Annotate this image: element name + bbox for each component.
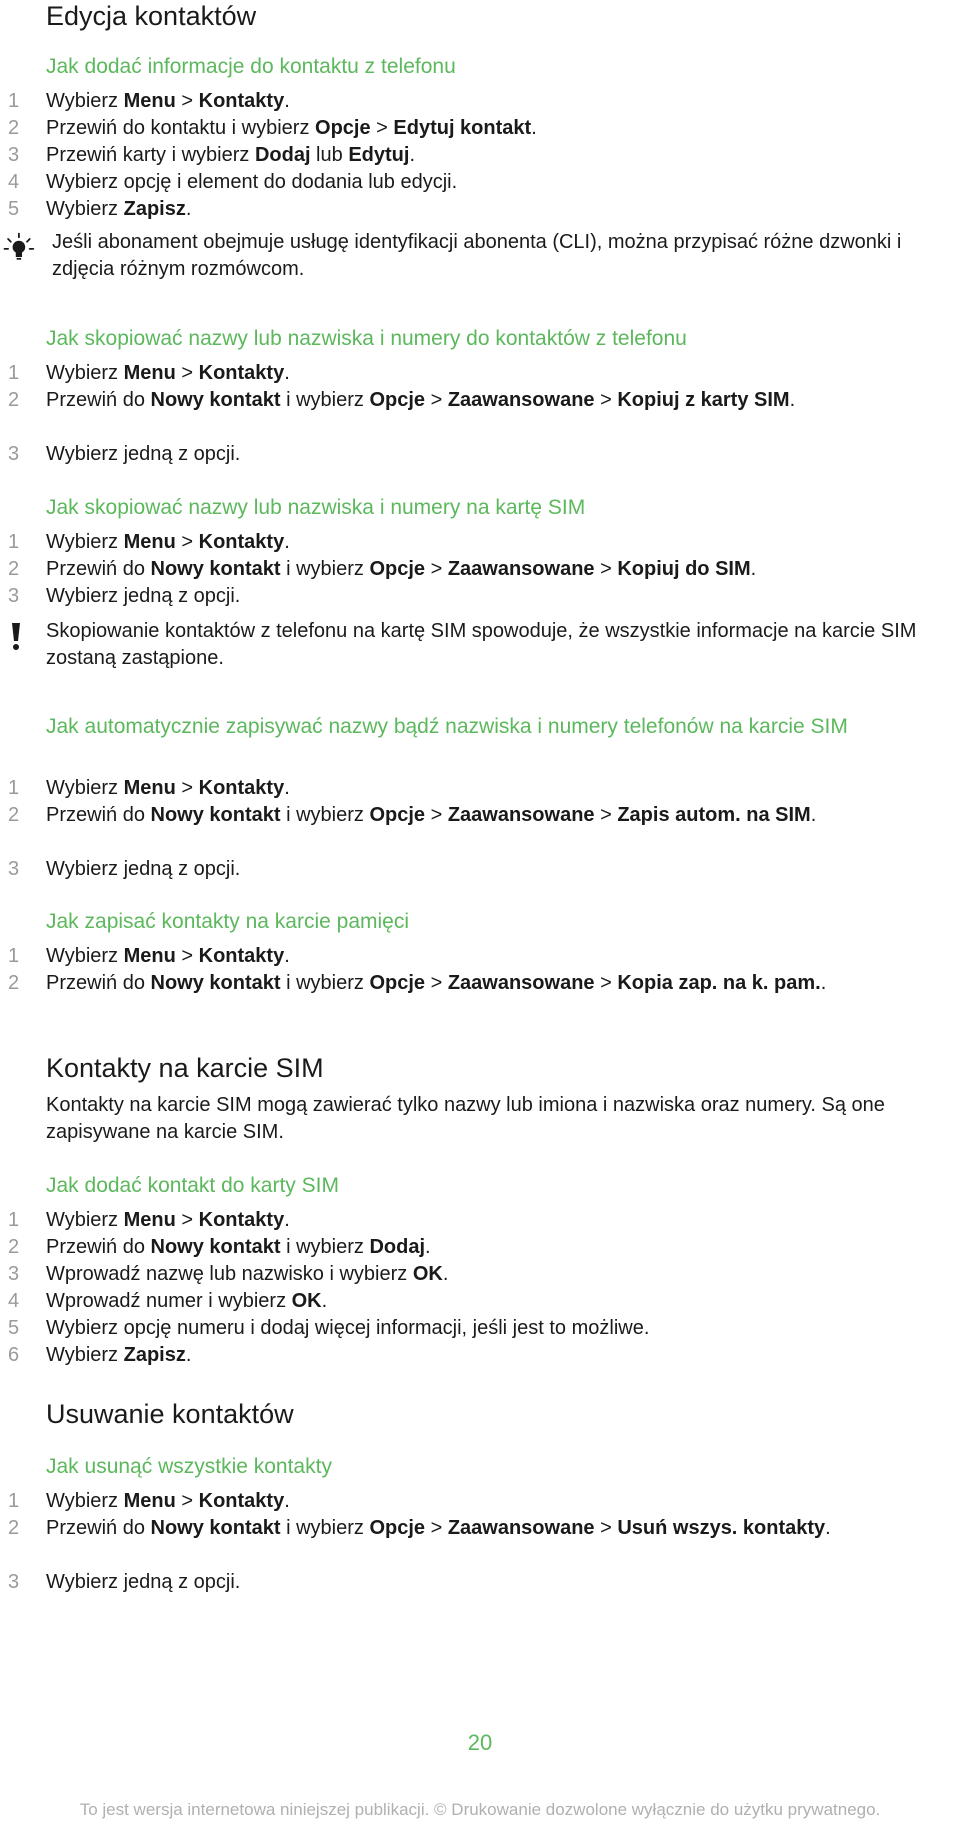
step-text bbox=[46, 583, 946, 610]
step-text-part: Przewiń do bbox=[46, 804, 151, 826]
step-text-part: > bbox=[175, 362, 199, 384]
ui-term: Zaawansowane bbox=[447, 558, 595, 580]
step-text bbox=[46, 1207, 946, 1234]
step-text-part: Wprowadź nazwę lub nazwisko i wybierz bbox=[46, 1263, 413, 1285]
step-text-part: . bbox=[185, 198, 192, 220]
ui-term: Menu bbox=[123, 777, 176, 799]
step-text-part: > bbox=[370, 117, 394, 139]
step-text-part: Wybierz bbox=[46, 90, 124, 112]
ui-term: Menu bbox=[123, 1490, 176, 1512]
step-text bbox=[46, 88, 946, 115]
step-text-part: > bbox=[425, 1517, 448, 1539]
ui-term: Kopiuj do SIM bbox=[617, 558, 751, 580]
ui-term: Edytuj bbox=[348, 144, 410, 166]
step-text-part: i wybierz bbox=[280, 972, 370, 994]
ui-term: Opcje bbox=[369, 972, 426, 994]
ui-term: Nowy kontakt bbox=[150, 558, 281, 580]
ui-term: Nowy kontakt bbox=[150, 1517, 281, 1539]
page-number: 20 bbox=[467, 1730, 493, 1755]
step-text-part: Wybierz opcję numeru i dodaj więcej informacji, jeśli jest to możliwe. bbox=[46, 1317, 650, 1339]
step-text-part: . bbox=[425, 1236, 431, 1258]
subsection-title: Jak zapisać kontakty na karcie pamięci bbox=[46, 910, 409, 933]
step-text bbox=[46, 529, 946, 556]
step-text bbox=[46, 115, 946, 142]
step-text-part: . bbox=[321, 1290, 328, 1312]
step-text bbox=[46, 142, 946, 169]
step-text-part: i wybierz bbox=[280, 804, 370, 826]
step-number: 2 bbox=[8, 972, 20, 994]
step-text-part: Wybierz jedną z opcji. bbox=[46, 585, 241, 607]
step-number: 1 bbox=[8, 1490, 20, 1512]
step-text-part: Przewiń do bbox=[46, 389, 151, 411]
step-text-part: . bbox=[284, 1490, 290, 1512]
step-text bbox=[46, 1488, 946, 1515]
ui-term: Dodaj bbox=[254, 144, 311, 166]
step-text bbox=[46, 441, 946, 468]
step-number: 1 bbox=[8, 945, 20, 967]
step-text-part: . bbox=[825, 1517, 831, 1539]
step-text-part: Wybierz bbox=[46, 1209, 124, 1231]
subsection-title: Jak skopiować nazwy lub nazwiska i numery do kontaktów z telefonu bbox=[46, 327, 687, 350]
step-number: 3 bbox=[8, 585, 20, 607]
ui-term: Dodaj bbox=[369, 1236, 425, 1258]
step-number: 1 bbox=[8, 777, 20, 799]
ui-term: Zaawansowane bbox=[447, 389, 595, 411]
ui-term: Zaawansowane bbox=[447, 804, 595, 826]
step-text-part: > bbox=[425, 972, 448, 994]
step-text-part: . bbox=[409, 144, 415, 166]
step-text-part: . bbox=[531, 117, 537, 139]
ui-term: Zapisz bbox=[123, 1344, 186, 1366]
step-text-part: . bbox=[284, 945, 290, 967]
ui-term: Opcje bbox=[315, 117, 371, 139]
subsection-title: Jak usunąć wszystkie kontakty bbox=[46, 1455, 332, 1478]
step-text-part: > bbox=[594, 1517, 618, 1539]
step-text-part: Przewiń do kontaktu i wybierz bbox=[46, 117, 316, 139]
step-number: 2 bbox=[8, 558, 20, 580]
ui-term: Nowy kontakt bbox=[150, 804, 281, 826]
step-text-part: . bbox=[789, 389, 796, 411]
ui-term: Kontakty bbox=[198, 90, 285, 112]
note-text: Skopiowanie kontaktów z telefonu na kartę SIM spowoduje, że wszystkie informacje na karcie SIM zostaną zastąpione. bbox=[46, 620, 917, 669]
step-text bbox=[46, 943, 946, 970]
step-text bbox=[46, 1342, 946, 1369]
step-text bbox=[46, 1234, 946, 1261]
step-text-part: . bbox=[750, 558, 757, 580]
note-text: Jeśli abonament obejmuje usługę identyfikacji abonenta (CLI), można przypisać różne dzwonki i zdjęcia różnym rozmówcom. bbox=[52, 231, 902, 280]
step-text-part: > bbox=[175, 777, 199, 799]
step-text bbox=[46, 970, 946, 997]
ui-term: Kopiuj z karty SIM bbox=[617, 389, 790, 411]
step-text-part: Wybierz bbox=[46, 1490, 124, 1512]
step-text-part: lub bbox=[310, 144, 349, 166]
ui-term: Zapisz bbox=[123, 198, 186, 220]
step-text-part: Wybierz jedną z opcji. bbox=[46, 443, 241, 465]
step-text bbox=[46, 1315, 946, 1342]
step-text-part: . bbox=[284, 777, 290, 799]
step-number: 1 bbox=[8, 90, 20, 112]
step-number: 2 bbox=[8, 804, 20, 826]
ui-term: Nowy kontakt bbox=[150, 1236, 281, 1258]
lightbulb-icon bbox=[0, 230, 36, 266]
step-text-part: > bbox=[594, 972, 618, 994]
ui-term: Zaawansowane bbox=[447, 972, 595, 994]
step-text-part: Wybierz jedną z opcji. bbox=[46, 1571, 241, 1593]
step-text bbox=[46, 1569, 946, 1596]
step-number: 1 bbox=[8, 1209, 20, 1231]
step-text-part: Przewiń do bbox=[46, 1236, 151, 1258]
step-text-part: . bbox=[442, 1263, 449, 1285]
step-text-part: . bbox=[185, 1344, 192, 1366]
ui-term: Opcje bbox=[369, 389, 426, 411]
ui-term: Opcje bbox=[369, 804, 426, 826]
step-text-part: . bbox=[820, 972, 827, 994]
step-text-part: . bbox=[284, 90, 290, 112]
step-text-part: Wybierz bbox=[46, 531, 124, 553]
step-text-part: > bbox=[594, 389, 618, 411]
step-number: 2 bbox=[8, 1517, 20, 1539]
step-text-part: > bbox=[425, 389, 448, 411]
ui-term: Edytuj kontakt bbox=[393, 117, 532, 139]
subsection-title: Jak skopiować nazwy lub nazwiska i numery na kartę SIM bbox=[46, 496, 586, 519]
step-number: 3 bbox=[8, 144, 20, 166]
step-text bbox=[46, 169, 946, 196]
exclamation-icon bbox=[0, 619, 34, 655]
step-number: 5 bbox=[8, 198, 20, 220]
step-text-part: Wybierz bbox=[46, 945, 124, 967]
step-number: 5 bbox=[8, 1317, 20, 1339]
ui-term: Menu bbox=[123, 945, 176, 967]
body-paragraph: Kontakty na karcie SIM mogą zawierać tylko nazwy lub imiona i nazwiska oraz numery. Są one zapisywane na karcie SIM. bbox=[46, 1094, 885, 1143]
step-text bbox=[46, 387, 946, 414]
ui-term: Kontakty bbox=[198, 1490, 285, 1512]
step-text-part: i wybierz bbox=[280, 1517, 370, 1539]
ui-term: Kontakty bbox=[198, 362, 285, 384]
step-text-part: > bbox=[594, 804, 618, 826]
step-text-part: i wybierz bbox=[280, 558, 370, 580]
step-text-part: > bbox=[175, 1209, 199, 1231]
step-text-part: > bbox=[425, 804, 448, 826]
step-number: 2 bbox=[8, 117, 20, 139]
step-text-part: Wybierz opcję i element do dodania lub edycji. bbox=[46, 171, 458, 193]
ui-term: Nowy kontakt bbox=[150, 389, 281, 411]
step-number: 2 bbox=[8, 389, 20, 411]
step-text-part: > bbox=[175, 1490, 199, 1512]
step-text-part: i wybierz bbox=[280, 1236, 370, 1258]
step-number: 1 bbox=[8, 362, 20, 384]
step-text-part: Wybierz bbox=[46, 362, 124, 384]
subsection-title: Jak dodać kontakt do karty SIM bbox=[46, 1174, 339, 1197]
ui-term: OK bbox=[291, 1290, 322, 1312]
step-text-part: Przewiń do bbox=[46, 558, 151, 580]
step-number: 3 bbox=[8, 858, 20, 880]
ui-term: Nowy kontakt bbox=[150, 972, 281, 994]
step-text bbox=[46, 856, 946, 883]
step-text-part: > bbox=[594, 558, 618, 580]
ui-term: Kontakty bbox=[198, 531, 285, 553]
step-text-part: Wybierz bbox=[46, 198, 124, 220]
ui-term: Menu bbox=[123, 362, 176, 384]
step-text-part: i wybierz bbox=[280, 389, 370, 411]
step-text-part: Przewiń do bbox=[46, 972, 151, 994]
step-number: 3 bbox=[8, 1571, 20, 1593]
ui-term: Kontakty bbox=[198, 945, 285, 967]
step-text-part: . bbox=[284, 1209, 290, 1231]
step-number: 3 bbox=[8, 443, 20, 465]
ui-term: Kontakty bbox=[198, 1209, 285, 1231]
ui-term: Opcje bbox=[369, 558, 426, 580]
step-text-part: Wybierz jedną z opcji. bbox=[46, 858, 241, 880]
step-text-part: Przewiń do bbox=[46, 1517, 151, 1539]
ui-term: Zaawansowane bbox=[447, 1517, 595, 1539]
step-text-part: . bbox=[284, 362, 290, 384]
step-text bbox=[46, 1515, 946, 1542]
step-text bbox=[46, 775, 946, 802]
step-text bbox=[46, 1288, 946, 1315]
ui-term: Kontakty bbox=[198, 777, 285, 799]
step-number: 3 bbox=[8, 1263, 20, 1285]
ui-term: Zapis autom. na SIM bbox=[617, 804, 811, 826]
step-text-part: Wybierz bbox=[46, 1344, 124, 1366]
subsection-title: Jak automatycznie zapisywać nazwy bądź nazwiska i numery telefonów na karcie SIM bbox=[46, 715, 848, 738]
step-text bbox=[46, 556, 946, 583]
ui-term: Usuń wszys. kontakty bbox=[617, 1517, 826, 1539]
footer-note: To jest wersja internetowa niniejszej publikacji. © Drukowanie dozwolone wyłącznie do użytku prywatnego. bbox=[79, 1800, 881, 1819]
step-text bbox=[46, 802, 946, 829]
step-text-part: Wprowadź numer i wybierz bbox=[46, 1290, 292, 1312]
step-text bbox=[46, 360, 946, 387]
step-text-part: Wybierz bbox=[46, 777, 124, 799]
section-title: Edycja kontaktów bbox=[46, 1, 257, 31]
step-text-part: . bbox=[810, 804, 817, 826]
ui-term: Menu bbox=[123, 1209, 176, 1231]
subsection-title: Jak dodać informacje do kontaktu z telefonu bbox=[46, 55, 456, 78]
step-text-part: > bbox=[425, 558, 448, 580]
ui-term: Menu bbox=[123, 90, 176, 112]
step-text bbox=[46, 196, 946, 223]
step-number: 4 bbox=[8, 1290, 20, 1312]
section-title: Kontakty na karcie SIM bbox=[46, 1053, 324, 1083]
step-number: 2 bbox=[8, 1236, 20, 1258]
ui-term: OK bbox=[412, 1263, 443, 1285]
ui-term: Menu bbox=[123, 531, 176, 553]
step-number: 1 bbox=[8, 531, 20, 553]
step-number: 6 bbox=[8, 1344, 20, 1366]
ui-term: Opcje bbox=[369, 1517, 426, 1539]
step-number: 4 bbox=[8, 171, 20, 193]
step-text-part: > bbox=[175, 945, 199, 967]
step-text-part: Przewiń karty i wybierz bbox=[46, 144, 255, 166]
step-text-part: > bbox=[175, 531, 199, 553]
step-text-part: > bbox=[175, 90, 199, 112]
step-text bbox=[46, 1261, 946, 1288]
section-title: Usuwanie kontaktów bbox=[46, 1399, 294, 1429]
step-text-part: . bbox=[284, 531, 290, 553]
ui-term: Kopia zap. na k. pam. bbox=[617, 972, 821, 994]
